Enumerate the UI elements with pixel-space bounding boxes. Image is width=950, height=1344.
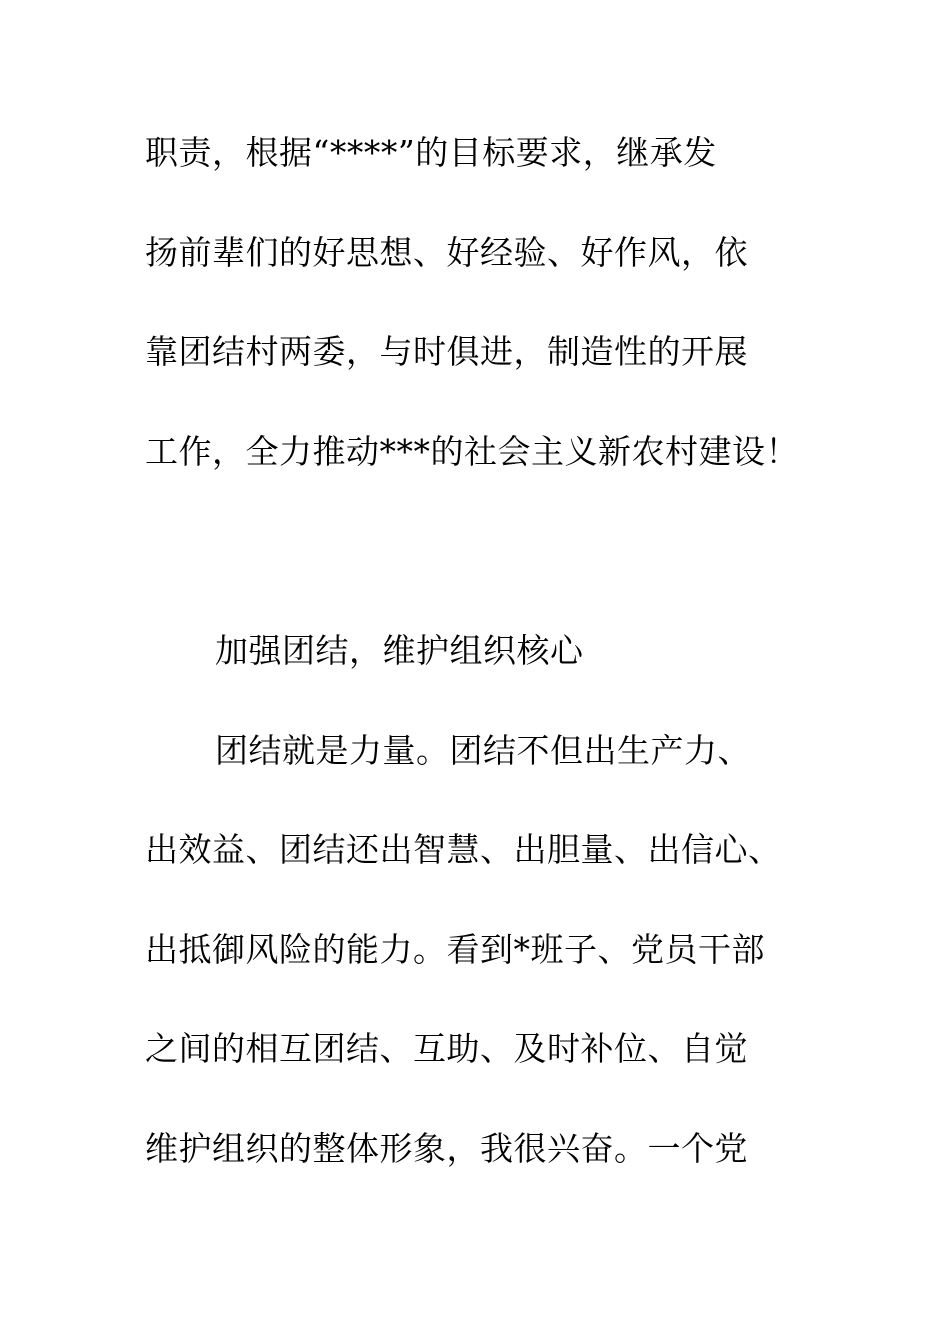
paragraph-line: 靠团结村两委，与时俱进，制造性的开展 bbox=[145, 332, 748, 371]
paragraph-line: 扬前辈们的好思想、好经验、好作风，依 bbox=[145, 233, 748, 272]
paragraph-line: 职责，根据“****”的目标要求，继承发 bbox=[145, 133, 717, 172]
section-heading: 加强团结，维护组织核心 bbox=[215, 631, 584, 670]
paragraph-line: 工作，全力推动***的社会主义新农村建设！ bbox=[145, 432, 799, 471]
paragraph-line: 之间的相互团结、互助、及时补位、自觉 bbox=[145, 1029, 748, 1068]
paragraph-line: 团结就是力量。团结不但出生产力、 bbox=[215, 731, 751, 770]
paragraph-line: 出抵御风险的能力。看到*班子、党员干部 bbox=[145, 930, 765, 969]
paragraph-line: 维护组织的整体形象，我很兴奋。一个党 bbox=[145, 1129, 748, 1168]
paragraph-line: 出效益、团结还出智慧、出胆量、出信心、 bbox=[145, 830, 782, 869]
